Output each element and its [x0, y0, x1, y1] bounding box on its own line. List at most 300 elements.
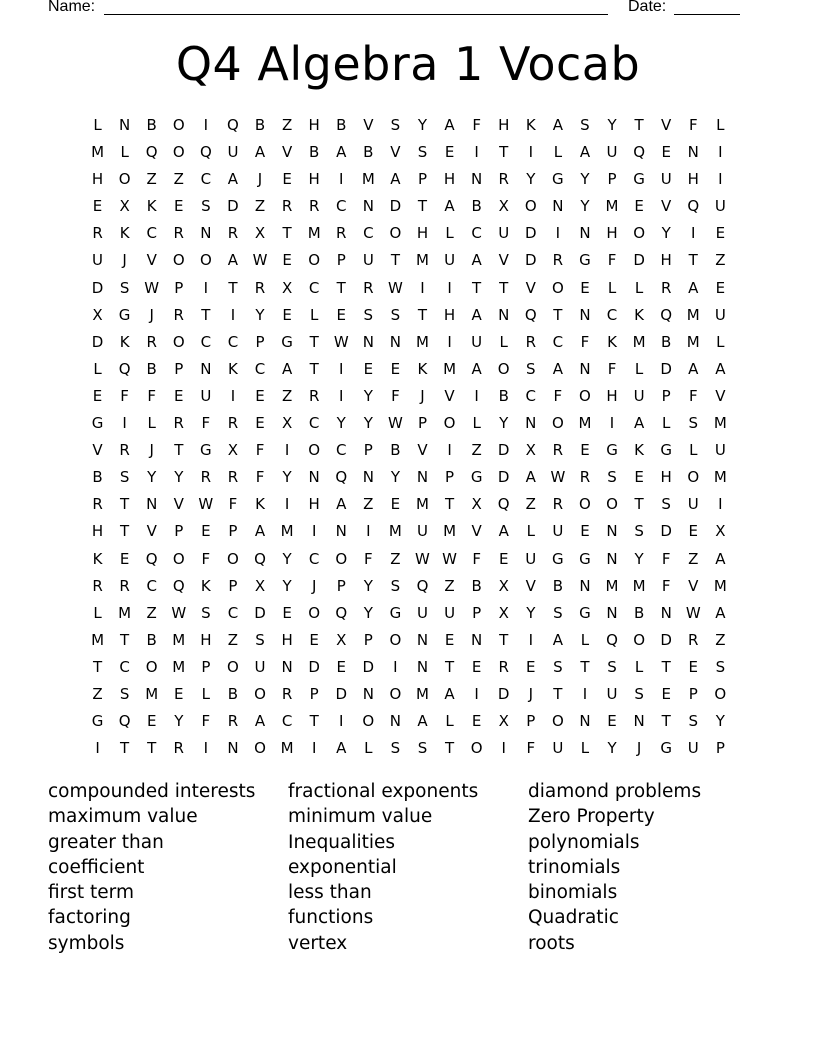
grid-letter[interactable]: N [579, 305, 591, 324]
grid-letter[interactable]: N [200, 224, 212, 243]
grid-letter[interactable]: U [444, 251, 456, 270]
grid-letter[interactable]: R [498, 657, 509, 676]
grid-letter[interactable]: F [607, 359, 617, 378]
grid-letter[interactable]: G [470, 468, 483, 487]
grid-letter[interactable]: M [416, 332, 429, 351]
grid-letter[interactable]: E [580, 441, 590, 460]
grid-letter[interactable]: Q [145, 549, 158, 568]
grid-letter[interactable]: P [715, 739, 725, 758]
grid-letter[interactable]: Y [607, 739, 617, 758]
grid-letter[interactable]: U [525, 549, 537, 568]
grid-letter[interactable]: T [444, 657, 455, 676]
grid-letter[interactable]: H [200, 630, 212, 649]
grid-letter[interactable]: H [308, 170, 320, 189]
grid-letter[interactable]: S [363, 305, 374, 324]
grid-letter[interactable]: L [580, 739, 590, 758]
grid-letter[interactable]: S [255, 630, 265, 649]
grid-letter[interactable]: R [119, 441, 130, 460]
grid-letter[interactable]: K [119, 332, 130, 351]
grid-letter[interactable]: L [716, 332, 725, 351]
grid-letter[interactable]: S [390, 305, 401, 324]
grid-letter[interactable]: L [93, 603, 102, 622]
grid-letter[interactable]: O [308, 251, 321, 270]
grid-letter[interactable]: I [339, 386, 344, 405]
grid-letter[interactable]: D [660, 522, 672, 541]
grid-letter[interactable]: S [201, 603, 211, 622]
grid-letter[interactable]: G [200, 441, 212, 460]
grid-letter[interactable]: R [146, 332, 157, 351]
grid-letter[interactable]: S [688, 712, 699, 731]
grid-letter[interactable]: P [336, 576, 346, 595]
grid-letter[interactable]: F [201, 414, 211, 433]
grid-letter[interactable]: Z [688, 549, 699, 568]
grid-letter[interactable]: T [661, 712, 671, 731]
grid-letter[interactable]: R [227, 414, 239, 433]
grid-letter[interactable]: I [122, 414, 127, 433]
grid-letter[interactable]: Z [281, 386, 293, 405]
grid-letter[interactable]: M [280, 522, 294, 541]
grid-letter[interactable]: U [362, 251, 374, 270]
grid-letter[interactable]: X [92, 305, 103, 324]
grid-letter[interactable]: S [119, 468, 130, 487]
grid-letter[interactable]: D [389, 197, 402, 216]
grid-letter[interactable]: F [472, 116, 481, 134]
grid-letter[interactable]: I [609, 414, 615, 433]
grid-letter[interactable]: L [689, 441, 698, 460]
grid-letter[interactable]: F [147, 386, 157, 405]
grid-letter[interactable]: N [579, 712, 591, 731]
grid-letter[interactable]: D [497, 468, 510, 487]
grid-letter[interactable]: E [688, 657, 698, 676]
grid-letter[interactable]: S [688, 414, 699, 433]
grid-letter[interactable]: T [661, 657, 671, 676]
grid-letter[interactable]: Q [524, 305, 537, 324]
grid-letter[interactable]: V [363, 116, 374, 134]
grid-letter[interactable]: I [311, 739, 317, 758]
grid-letter[interactable]: N [335, 522, 347, 541]
grid-letter[interactable]: Z [146, 170, 157, 189]
grid-letter[interactable]: D [633, 251, 645, 270]
grid-letter[interactable]: B [471, 197, 482, 216]
grid-letter[interactable]: S [553, 657, 563, 676]
grid-letter[interactable]: B [309, 143, 320, 162]
grid-letter[interactable]: D [362, 657, 375, 676]
grid-letter[interactable]: Y [174, 468, 184, 487]
grid-letter[interactable]: T [92, 657, 103, 676]
grid-letter[interactable]: W [415, 549, 430, 568]
grid-letter[interactable]: E [607, 712, 617, 731]
grid-letter[interactable]: L [120, 143, 129, 162]
grid-letter[interactable]: H [443, 305, 456, 324]
grid-letter[interactable]: T [688, 251, 698, 270]
grid-letter[interactable]: C [552, 332, 564, 351]
grid-letter[interactable]: O [118, 170, 131, 189]
grid-letter[interactable]: T [499, 630, 509, 649]
grid-letter[interactable]: W [252, 251, 268, 270]
grid-letter[interactable]: B [498, 386, 509, 405]
grid-letter[interactable]: M [416, 684, 429, 703]
grid-letter[interactable]: U [606, 684, 618, 703]
grid-letter[interactable]: T [390, 251, 400, 270]
grid-letter[interactable]: G [118, 305, 131, 324]
grid-letter[interactable]: W [144, 278, 160, 297]
grid-letter[interactable]: F [688, 116, 698, 134]
grid-letter[interactable]: N [146, 495, 158, 514]
grid-letter[interactable]: I [203, 739, 209, 758]
grid-letter[interactable]: N [281, 657, 293, 676]
grid-letter[interactable]: A [471, 305, 482, 324]
grid-letter[interactable]: V [661, 116, 672, 134]
grid-letter[interactable]: L [716, 116, 725, 134]
grid-letter[interactable]: G [281, 332, 293, 351]
grid-letter[interactable]: S [390, 116, 401, 134]
grid-letter[interactable]: O [254, 739, 266, 758]
grid-letter[interactable]: T [553, 305, 563, 324]
grid-letter[interactable]: T [120, 739, 130, 758]
grid-letter[interactable]: Q [118, 712, 131, 731]
grid-letter[interactable]: T [309, 712, 319, 731]
grid-letter[interactable]: X [281, 278, 293, 297]
grid-letter[interactable]: L [309, 305, 319, 324]
grid-letter[interactable]: Z [254, 197, 266, 216]
grid-letter[interactable]: D [91, 332, 104, 351]
grid-letter[interactable]: I [203, 116, 209, 134]
grid-letter[interactable]: K [228, 359, 238, 378]
grid-letter[interactable]: L [93, 116, 102, 134]
grid-letter[interactable]: I [284, 495, 290, 514]
grid-letter[interactable]: N [687, 143, 699, 162]
grid-letter[interactable]: E [282, 251, 292, 270]
grid-letter[interactable]: A [336, 495, 347, 514]
grid-letter[interactable]: T [634, 495, 644, 514]
grid-letter[interactable]: G [660, 739, 672, 758]
grid-letter[interactable]: X [254, 224, 266, 243]
grid-letter[interactable]: Z [444, 576, 455, 595]
grid-letter[interactable]: T [336, 278, 346, 297]
grid-letter[interactable]: D [227, 197, 239, 216]
grid-letter[interactable]: E [282, 603, 292, 622]
grid-letter[interactable]: R [688, 630, 699, 649]
grid-letter[interactable]: F [472, 549, 481, 568]
grid-letter[interactable]: F [688, 386, 698, 405]
grid-letter[interactable]: E [471, 712, 482, 731]
grid-letter[interactable]: S [580, 116, 590, 134]
grid-letter[interactable]: L [634, 657, 644, 676]
grid-letter[interactable]: Z [146, 603, 157, 622]
grid-letter[interactable]: L [364, 739, 373, 758]
grid-letter[interactable]: M [91, 630, 105, 649]
grid-letter[interactable]: M [443, 522, 457, 541]
grid-letter[interactable]: E [526, 657, 536, 676]
grid-letter[interactable]: T [634, 116, 644, 134]
grid-letter[interactable]: M [686, 305, 700, 324]
grid-letter[interactable]: Z [227, 630, 239, 649]
grid-letter[interactable]: Q [606, 630, 618, 649]
grid-letter[interactable]: E [580, 522, 590, 541]
grid-letter[interactable]: P [228, 522, 238, 541]
grid-letter[interactable]: I [339, 359, 344, 378]
grid-letter[interactable]: F [391, 386, 400, 405]
grid-letter[interactable]: S [390, 739, 401, 758]
grid-letter[interactable]: I [447, 441, 452, 460]
grid-letter[interactable]: M [118, 603, 132, 622]
grid-letter[interactable]: R [92, 224, 103, 243]
grid-letter[interactable]: S [634, 522, 644, 541]
grid-letter[interactable]: Y [363, 386, 373, 405]
grid-letter[interactable]: T [309, 359, 319, 378]
grid-letter[interactable]: A [498, 522, 509, 541]
grid-letter[interactable]: A [227, 170, 239, 189]
grid-letter[interactable]: P [526, 712, 536, 731]
grid-letter[interactable]: W [387, 278, 403, 297]
grid-letter[interactable]: K [634, 441, 645, 460]
grid-letter[interactable]: D [525, 251, 537, 270]
grid-letter[interactable]: I [718, 170, 723, 189]
grid-letter[interactable]: E [580, 278, 590, 297]
grid-letter[interactable]: Z [390, 549, 401, 568]
grid-letter[interactable]: M [172, 630, 186, 649]
grid-letter[interactable]: G [552, 170, 564, 189]
grid-letter[interactable]: Z [471, 441, 482, 460]
grid-letter[interactable]: A [444, 116, 455, 134]
grid-letter[interactable]: Q [227, 116, 239, 134]
grid-letter[interactable]: A [525, 468, 536, 487]
grid-letter[interactable]: E [92, 197, 103, 216]
grid-letter[interactable]: R [281, 197, 293, 216]
grid-letter[interactable]: R [336, 224, 347, 243]
grid-letter[interactable]: Y [390, 468, 400, 487]
grid-letter[interactable]: M [172, 657, 186, 676]
grid-letter[interactable]: P [228, 576, 238, 595]
grid-letter[interactable]: M [307, 224, 321, 243]
grid-letter[interactable]: A [715, 359, 726, 378]
grid-letter[interactable]: C [200, 332, 212, 351]
grid-letter[interactable]: N [200, 359, 212, 378]
grid-letter[interactable]: I [230, 305, 236, 324]
grid-letter[interactable]: O [714, 684, 727, 703]
grid-letter[interactable]: C [146, 576, 157, 595]
grid-letter[interactable]: O [172, 116, 185, 134]
grid-letter[interactable]: A [688, 359, 699, 378]
grid-letter[interactable]: T [282, 224, 292, 243]
grid-letter[interactable]: U [552, 522, 564, 541]
grid-letter[interactable]: T [553, 684, 563, 703]
grid-letter[interactable]: E [174, 386, 184, 405]
grid-letter[interactable]: C [336, 197, 347, 216]
grid-letter[interactable]: A [715, 549, 726, 568]
grid-letter[interactable]: P [688, 684, 698, 703]
grid-letter[interactable]: B [390, 441, 401, 460]
grid-letter[interactable]: N [633, 712, 645, 731]
grid-letter[interactable]: Y [363, 576, 373, 595]
grid-letter[interactable]: O [551, 278, 564, 297]
grid-letter[interactable]: Y [607, 116, 617, 134]
grid-letter[interactable]: I [393, 657, 398, 676]
grid-letter[interactable]: G [389, 603, 402, 622]
grid-letter[interactable]: M [145, 684, 159, 703]
grid-letter[interactable]: O [145, 657, 158, 676]
grid-letter[interactable]: S [715, 657, 726, 676]
grid-letter[interactable]: G [606, 441, 618, 460]
grid-letter[interactable]: O [633, 630, 645, 649]
grid-letter[interactable]: A [254, 522, 266, 541]
grid-letter[interactable]: P [363, 630, 373, 649]
grid-letter[interactable]: T [120, 522, 130, 541]
grid-letter[interactable]: R [254, 278, 266, 297]
grid-letter[interactable]: M [91, 143, 105, 162]
grid-letter[interactable]: N [362, 332, 374, 351]
grid-letter[interactable]: T [120, 630, 130, 649]
grid-letter[interactable]: E [634, 468, 644, 487]
grid-letter[interactable]: U [200, 386, 212, 405]
grid-letter[interactable]: I [555, 224, 561, 243]
grid-letter[interactable]: V [444, 386, 455, 405]
grid-letter[interactable]: K [607, 332, 617, 351]
grid-letter[interactable]: P [336, 251, 346, 270]
grid-letter[interactable]: F [201, 549, 211, 568]
grid-letter[interactable]: F [201, 712, 211, 731]
grid-letter[interactable]: F [228, 495, 238, 514]
grid-letter[interactable]: K [634, 305, 645, 324]
grid-letter[interactable]: X [498, 197, 509, 216]
grid-letter[interactable]: F [255, 441, 265, 460]
grid-letter[interactable]: M [605, 197, 619, 216]
grid-letter[interactable]: K [417, 359, 428, 378]
grid-letter[interactable]: Y [580, 197, 590, 216]
grid-letter[interactable]: T [472, 278, 482, 297]
grid-letter[interactable]: S [119, 278, 130, 297]
grid-letter[interactable]: R [173, 305, 184, 324]
grid-letter[interactable]: K [255, 495, 265, 514]
grid-letter[interactable]: F [607, 251, 617, 270]
grid-letter[interactable]: I [420, 278, 425, 297]
grid-letter[interactable]: B [336, 116, 347, 134]
grid-letter[interactable]: Z [363, 495, 374, 514]
grid-letter[interactable]: P [417, 170, 427, 189]
grid-letter[interactable]: U [444, 603, 456, 622]
grid-letter[interactable]: R [173, 739, 184, 758]
grid-letter[interactable]: D [660, 630, 672, 649]
grid-letter[interactable]: T [444, 739, 455, 758]
grid-letter[interactable]: L [201, 684, 211, 703]
grid-letter[interactable]: E [661, 143, 671, 162]
grid-letter[interactable]: M [632, 332, 646, 351]
grid-letter[interactable]: C [308, 549, 320, 568]
grid-letter[interactable]: Q [254, 549, 266, 568]
grid-letter[interactable]: U [416, 522, 428, 541]
grid-letter[interactable]: E [282, 170, 292, 189]
grid-letter[interactable]: D [91, 278, 104, 297]
grid-letter[interactable]: E [309, 630, 319, 649]
grid-letter[interactable]: G [91, 712, 104, 731]
grid-letter[interactable]: L [472, 414, 481, 433]
grid-letter[interactable]: Z [715, 251, 726, 270]
grid-letter[interactable]: X [498, 603, 509, 622]
grid-letter[interactable]: N [552, 197, 564, 216]
grid-letter[interactable]: V [498, 251, 509, 270]
grid-letter[interactable]: E [471, 657, 482, 676]
grid-letter[interactable]: U [552, 739, 564, 758]
grid-letter[interactable]: O [172, 332, 185, 351]
grid-letter[interactable]: A [417, 712, 428, 731]
grid-letter[interactable]: C [471, 224, 482, 243]
grid-letter[interactable]: C [525, 386, 537, 405]
grid-letter[interactable]: N [416, 630, 429, 649]
grid-letter[interactable]: X [498, 712, 509, 731]
grid-letter[interactable]: W [387, 414, 403, 433]
grid-letter[interactable]: O [308, 603, 321, 622]
grid-letter[interactable]: N [362, 468, 374, 487]
grid-letter[interactable]: T [309, 332, 319, 351]
grid-letter[interactable]: N [362, 684, 374, 703]
grid-letter[interactable]: X [227, 441, 239, 460]
grid-letter[interactable]: P [607, 170, 617, 189]
grid-letter[interactable]: E [255, 386, 265, 405]
grid-letter[interactable]: A [254, 143, 266, 162]
grid-letter[interactable]: A [254, 712, 266, 731]
grid-letter[interactable]: Z [281, 116, 293, 134]
grid-letter[interactable]: R [227, 468, 239, 487]
grid-letter[interactable]: Y [147, 468, 157, 487]
grid-letter[interactable]: B [471, 576, 482, 595]
grid-letter[interactable]: L [634, 359, 644, 378]
grid-letter[interactable]: W [198, 495, 214, 514]
grid-letter[interactable]: N [389, 712, 402, 731]
grid-letter[interactable]: A [579, 143, 591, 162]
grid-letter[interactable]: I [230, 386, 236, 405]
grid-letter[interactable]: R [308, 197, 320, 216]
grid-letter[interactable]: N [606, 522, 618, 541]
grid-letter[interactable]: A [552, 630, 563, 649]
grid-letter[interactable]: O [172, 251, 185, 270]
grid-letter[interactable]: S [607, 468, 617, 487]
grid-letter[interactable]: L [93, 359, 102, 378]
grid-letter[interactable]: N [362, 197, 374, 216]
grid-letter[interactable]: S [417, 739, 428, 758]
grid-letter[interactable]: R [173, 414, 184, 433]
grid-letter[interactable]: T [228, 278, 238, 297]
grid-letter[interactable]: O [362, 712, 375, 731]
grid-letter[interactable]: J [528, 684, 533, 703]
grid-letter[interactable]: C [308, 278, 320, 297]
grid-letter[interactable]: M [713, 468, 727, 487]
grid-letter[interactable]: Y [499, 414, 509, 433]
grid-letter[interactable]: P [445, 468, 455, 487]
grid-letter[interactable]: I [339, 170, 344, 189]
grid-letter[interactable]: E [363, 359, 374, 378]
grid-letter[interactable]: E [282, 305, 292, 324]
grid-letter[interactable]: G [579, 549, 591, 568]
grid-letter[interactable]: K [525, 116, 536, 134]
grid-letter[interactable]: L [662, 414, 671, 433]
grid-letter[interactable]: A [336, 143, 347, 162]
grid-letter[interactable]: N [606, 603, 618, 622]
grid-letter[interactable]: F [661, 576, 671, 595]
grid-letter[interactable]: A [390, 170, 401, 189]
grid-letter[interactable]: O [551, 712, 564, 731]
grid-letter[interactable]: N [525, 414, 537, 433]
grid-letter[interactable]: C [119, 657, 130, 676]
grid-letter[interactable]: H [606, 224, 618, 243]
grid-letter[interactable]: I [203, 278, 209, 297]
grid-letter[interactable]: U [660, 170, 672, 189]
grid-letter[interactable]: N [227, 739, 239, 758]
grid-letter[interactable]: H [443, 170, 456, 189]
grid-letter[interactable]: L [607, 278, 617, 297]
grid-letter[interactable]: Q [497, 495, 510, 514]
date-blank-line[interactable] [674, 14, 740, 15]
grid-letter[interactable]: L [553, 143, 563, 162]
